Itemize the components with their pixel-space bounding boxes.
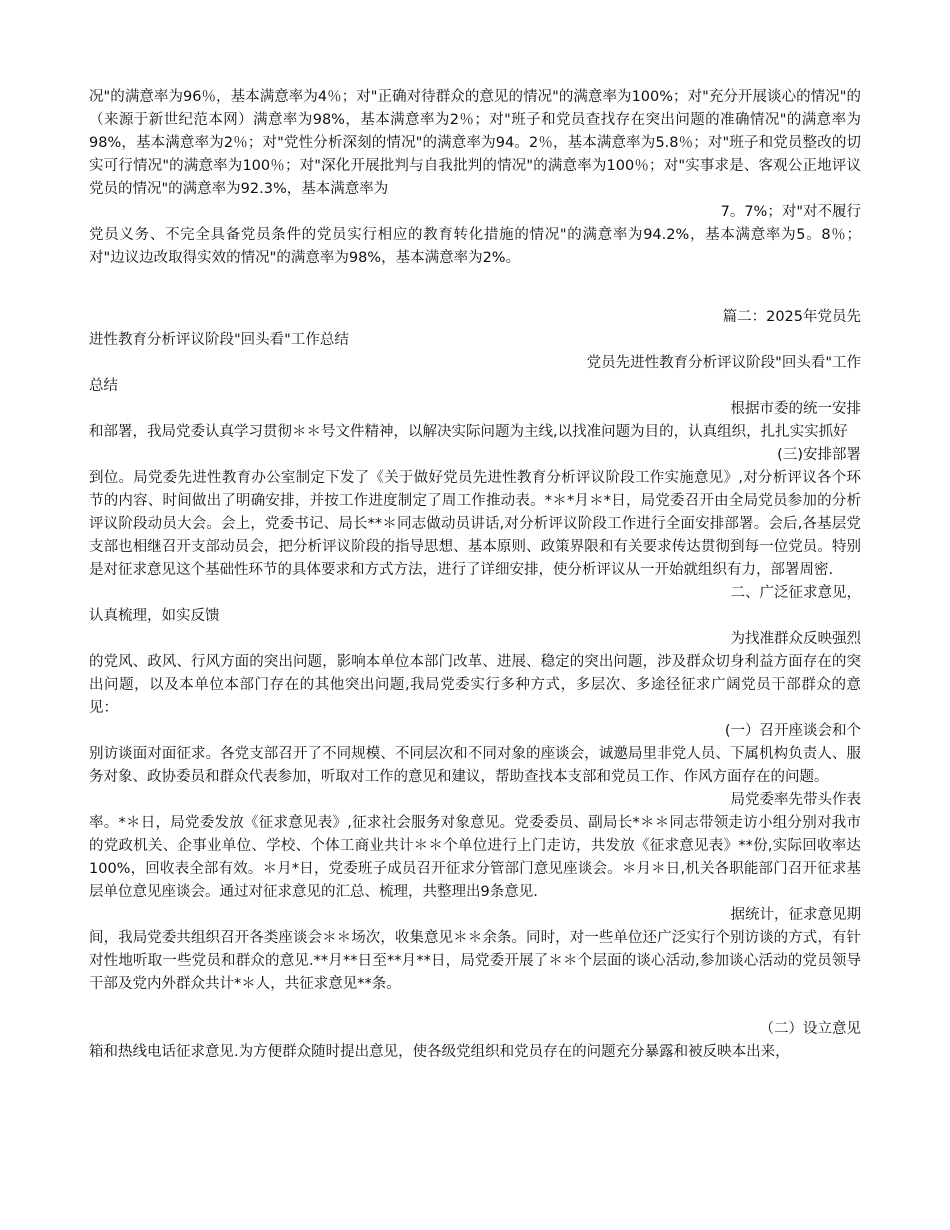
article-title-head: 篇二：2025年党员先 (722, 309, 861, 325)
paragraph-methods-head: 为找准群众反映强烈 (730, 631, 861, 647)
article-title-tail: 进性教育分析评议阶段"回头看"工作总结 (89, 332, 349, 348)
paragraph-forum: 别访谈面对面征求。各党支部召开了不同规模、不同层次和不同对象的座谈会，诚邀局里非党人员、下属机构负责人、服务对象、政协委员和群众代表参加，听取对工作的意见和建议，帮助查找本支部和党员工作、作风方面存在的问题。 (89, 746, 861, 785)
paragraph-statistics: 间，我局党委共组织召开各类座谈会＊＊场次，收集意见＊＊余条。同时，对一些单位还广泛实行个别访谈的方式，有针对性地听取一些党员和群众的意见.**月**日至**月**日，局党委开展了＊＊个层面的谈心活动,参加谈心活动的党员领导干部及党内外群众共计*＊人，共征求意见**条。 (89, 930, 861, 992)
paragraph-intro: 和部署，我局党委认真学习贯彻＊＊号文件精神，以解决实际问题为主线,以找准问题为目的，认真组织，扎扎实实抓好 (89, 424, 848, 440)
paragraph-leadership-head: 局党委率先带头作表 (730, 792, 861, 808)
section-mailbox-head: （二）设立意见 (759, 1021, 861, 1037)
subtitle-head: 党员先进性教育分析评议阶段"回头看"工作 (586, 355, 861, 371)
paragraph-methods: 的党风、政风、行风方面的突出问题，影响本单位本部门改革、进展、稳定的突出问题，涉及群众切身利益方面存在的突出问题，以及本单位本部门存在的其他突出问题,我局党委实行多种方式，多层次、多途径征求广阔党员干部群众的意见： (89, 654, 861, 716)
paragraph-leadership: 率。*＊日，局党委发放《征求意见表》,征求社会服务对象意见。党委委员、副局长*＊＊同志带领走访小组分别对我市的党政机关、企事业单位、学校、个体工商业共计＊＊个单位进行上门走访，共发放《征求意见表》**份,实际回收率达100%，回收表全部有效。＊月*日，党委班子成员召开征求分管部门意见座谈会。＊月＊日,机关各职能部门召开征求基层单位意见座谈会。通过对征求意见的汇总、梳理，共整理出9条意见. (89, 815, 861, 900)
paragraph-mailbox: 箱和热线电话征求意见.为方便群众随时提出意见，使各级党组织和党员存在的问题充分暴露和被反映本出来， (89, 1044, 790, 1060)
document-page (89, 86, 861, 1064)
paragraph-satisfaction-rates-continued-head: 7。7%；对"对不履行 (720, 204, 861, 220)
heading-two-head: 二、广泛征求意见， (730, 585, 861, 601)
section-arrangement-head: (三)安排部署 (777, 447, 861, 463)
section-forum-head: (一）召开座谈会和个 (724, 723, 861, 739)
paragraph-statistics-head: 据统计，征求意见期 (730, 907, 861, 923)
subtitle-tail: 总结 (89, 378, 118, 394)
paragraph-satisfaction-rates-continued: 党员义务、不完全具备党员条件的党员实行相应的教育转化措施的情况"的满意率为94.2%，基本满意率为5。8％；对"边议边改取得实效的情况"的满意率为98%，基本满意率为2%。 (89, 227, 861, 266)
paragraph-satisfaction-rates: 况"的满意率为96％，基本满意率为4％；对"正确对待群众的意见的情况"的满意率为100%；对"充分开展谈心的情况"的（来源于新世纪范本网）满意率为98%，基本满意率为2％；对"班子和党员查找存在突出问题的准确情况"的满意率为98%，基本满意率为2％；对"党性分析深刻的情况"的满意率为94。2％，基本满意率为5.8％；对"班子和党员整改的切实可行情况"的满意率为100％；对"深化开展批判与自我批判的情况"的满意率为100％；对"实事求是、客观公正地评议党员的情况"的满意率为92.3%，基本满意率为 (89, 89, 861, 197)
paragraph-arrangement: 到位。局党委先进性教育办公室制定下发了《关于做好党员先进性教育分析评议阶段工作实施意见》,对分析评议各个环节的内容、时间做出了明确安排，并按工作进度制定了周工作推动表。*＊*月＊*日，局党委召开由全局党员参加的分析评议阶段动员大会。会上，党委书记、局长**＊同志做动员讲话,对分析评议阶段工作进行全面安排部署。会后,各基层党支部也相继召开支部动员会，把分析评议阶段的指导思想、基本原则、政策界限和有关要求传达贯彻到每一位党员。特别是对征求意见这个基础性环节的具体要求和方式方法，进行了详细安排，使分析评议从一开始就组织有力，部署周密. (89, 470, 861, 578)
paragraph-intro-head: 根据市委的统一安排 (730, 401, 861, 417)
heading-two-tail: 认真梳理，如实反馈 (89, 608, 220, 624)
